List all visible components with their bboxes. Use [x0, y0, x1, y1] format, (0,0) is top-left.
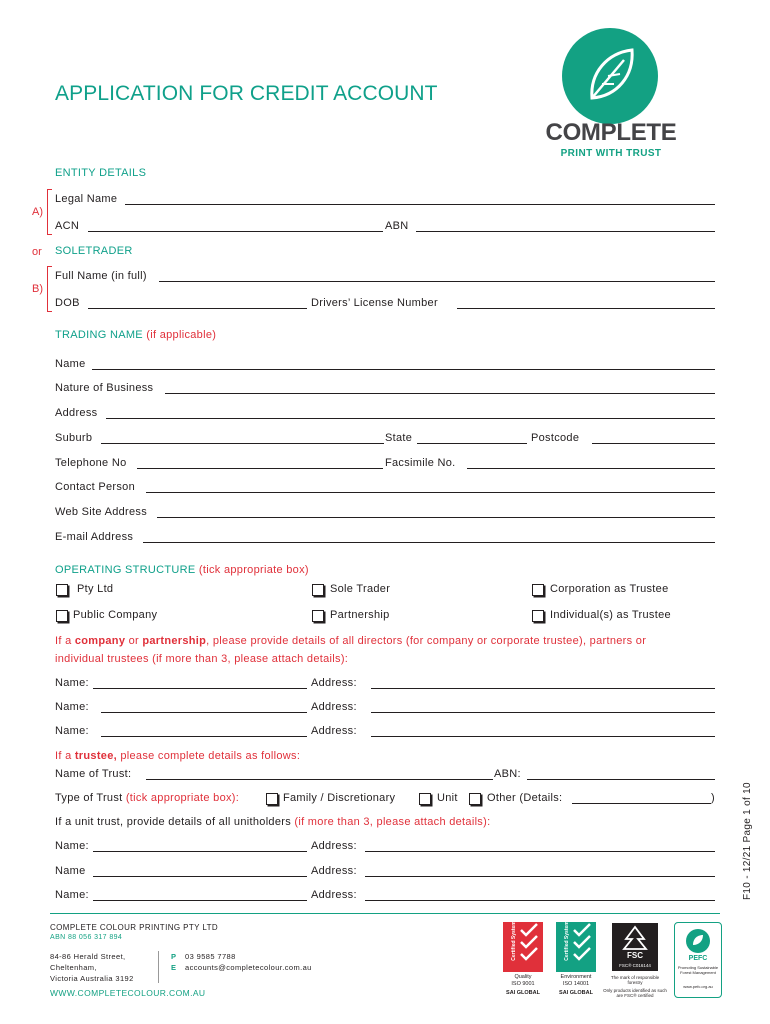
trust-abn-field[interactable]	[527, 779, 715, 780]
entity-heading: ENTITY DETAILS	[55, 167, 147, 179]
pefc-caption: Promoting Sustainable Forest Management	[677, 965, 719, 975]
corporation-trustee-label: Corporation as Trustee	[550, 583, 669, 595]
page-code-label: F10 - 12/21 Page 1 of 10	[742, 782, 753, 900]
nature-field[interactable]	[165, 393, 715, 394]
other-close-paren: )	[711, 792, 715, 804]
director-3-name-label: Name:	[55, 725, 89, 737]
brand-wordmark: COMPLETE	[545, 119, 677, 146]
footer-address-1: 84-86 Herald Street,	[50, 952, 126, 961]
quality-cert-caption: Quality ISO 9001	[511, 974, 535, 987]
address-label: Address	[55, 407, 98, 419]
public-company-checkbox[interactable]	[56, 610, 68, 622]
environment-saiglobal: SAI GLOBAL	[559, 990, 593, 996]
company-note-line2: individual trustees (if more than 3, please attach details):	[55, 653, 349, 665]
footer-address-2: Cheltenham,	[50, 963, 97, 972]
state-field[interactable]	[417, 443, 527, 444]
unitholders-note: If a unit trust, provide details of all unitholders (if more than 3, please attach details):	[55, 816, 491, 828]
dob-field[interactable]	[88, 308, 307, 309]
trustee-note: If a trustee, please complete details as follows:	[55, 750, 301, 762]
facsimile-field[interactable]	[467, 468, 715, 469]
unitholder-1-name-field[interactable]	[93, 851, 307, 852]
partnership-checkbox[interactable]	[312, 610, 324, 622]
unitholder-2-address-field[interactable]	[365, 876, 715, 877]
unitholder-3-name-label: Name:	[55, 889, 89, 901]
quality-cert-text: Certified System	[511, 921, 517, 961]
soletrader-heading: SOLETRADER	[55, 245, 133, 257]
director-3-name-field[interactable]	[101, 736, 307, 737]
marker-b: B)	[32, 283, 43, 295]
company-note-line1: If a company or partnership, please provide details of all directors (for company or corporate trustee), partners or	[55, 635, 647, 647]
telephone-label: Telephone No	[55, 457, 127, 469]
postcode-field[interactable]	[592, 443, 715, 444]
other-trust-label: Other (Details:	[487, 792, 563, 804]
unitholder-1-address-field[interactable]	[365, 851, 715, 852]
director-1-address-label: Address:	[311, 677, 357, 689]
email-field[interactable]	[143, 542, 715, 543]
state-label: State	[385, 432, 413, 444]
family-discretionary-checkbox[interactable]	[266, 793, 278, 805]
fsc-code: FSC® C016144	[619, 963, 651, 968]
footer-company: COMPLETE COLOUR PRINTING PTY LTD	[50, 923, 219, 932]
website-field[interactable]	[157, 517, 715, 518]
footer-separator	[158, 951, 159, 983]
unitholder-2-address-label: Address:	[311, 865, 357, 877]
fsc-caption: The mark of responsible forestry	[610, 975, 660, 986]
pefc-text: PEFC	[688, 955, 708, 962]
footer-phone-letter: P	[171, 952, 177, 961]
leaf-logo-icon	[562, 28, 658, 124]
trust-name-field[interactable]	[146, 779, 493, 780]
unitholder-3-address-label: Address:	[311, 889, 357, 901]
legal-name-field[interactable]	[125, 204, 715, 205]
trading-name-label: Name	[55, 358, 86, 370]
footer-abn: ABN 88 056 317 894	[50, 934, 123, 941]
director-3-address-field[interactable]	[371, 736, 715, 737]
quality-cert-icon	[503, 922, 543, 972]
director-2-name-label: Name:	[55, 701, 89, 713]
contact-label: Contact Person	[55, 481, 136, 493]
other-trust-checkbox[interactable]	[469, 793, 481, 805]
suburb-label: Suburb	[55, 432, 93, 444]
operating-heading: OPERATING STRUCTURE (tick appropriate box)	[55, 564, 309, 576]
other-details-field[interactable]	[572, 803, 711, 804]
partnership-label: Partnership	[330, 609, 390, 621]
environment-cert-text: Certified System	[564, 921, 570, 961]
contact-field[interactable]	[146, 492, 715, 493]
dob-label: DOB	[55, 297, 80, 309]
director-3-address-label: Address:	[311, 725, 357, 737]
trust-type-label: Type of Trust (tick appropriate box):	[55, 792, 240, 804]
abn-field[interactable]	[416, 231, 715, 232]
trading-name-field[interactable]	[92, 369, 715, 370]
facsimile-label: Facsimile No.	[385, 457, 456, 469]
pefc-logo-icon	[674, 922, 722, 998]
acn-label: ACN	[55, 220, 80, 232]
individual-trustee-checkbox[interactable]	[532, 610, 544, 622]
unit-trust-label: Unit	[437, 792, 458, 804]
license-field[interactable]	[457, 308, 715, 309]
unit-trust-checkbox[interactable]	[419, 793, 431, 805]
sole-trader-checkbox[interactable]	[312, 584, 324, 596]
public-company-label: Public Company	[73, 609, 158, 621]
environment-cert-icon	[556, 922, 596, 972]
director-2-address-field[interactable]	[371, 712, 715, 713]
unitholder-2-name-field[interactable]	[93, 876, 307, 877]
trust-name-label: Name of Trust:	[55, 768, 132, 780]
full-name-field[interactable]	[159, 281, 715, 282]
pefc-mark-icon	[686, 929, 710, 953]
address-field[interactable]	[106, 418, 715, 419]
trust-abn-label: ABN:	[494, 768, 521, 780]
quality-saiglobal: SAI GLOBAL	[506, 990, 540, 996]
fsc-logo-icon	[612, 923, 658, 971]
corporation-trustee-checkbox[interactable]	[532, 584, 544, 596]
environment-cert-caption: Environment ISO 14001	[560, 974, 592, 987]
director-2-name-field[interactable]	[101, 712, 307, 713]
director-1-name-field[interactable]	[93, 688, 307, 689]
website-label: Web Site Address	[55, 506, 148, 518]
bracket-a	[47, 189, 52, 235]
footer-phone: 03 9585 7788	[185, 952, 236, 961]
footer-address-3: Victoria Australia 3192	[50, 974, 134, 983]
unitholder-3-name-field[interactable]	[93, 900, 307, 901]
abn-label: ABN	[385, 220, 409, 232]
unitholder-1-name-label: Name:	[55, 840, 89, 852]
unitholder-2-name-label: Name	[55, 865, 86, 877]
nature-label: Nature of Business	[55, 382, 154, 394]
footer-email-letter: E	[171, 963, 177, 972]
unitholder-1-address-label: Address:	[311, 840, 357, 852]
trading-heading: TRADING NAME (if applicable)	[55, 329, 217, 341]
director-1-address-field[interactable]	[371, 688, 715, 689]
footer-divider	[50, 913, 720, 914]
marker-a: A)	[32, 206, 43, 218]
page-title: APPLICATION FOR CREDIT ACCOUNT	[55, 82, 438, 105]
or-label: or	[32, 246, 42, 258]
family-discretionary-label: Family / Discretionary	[283, 792, 396, 804]
email-label: E-mail Address	[55, 531, 134, 543]
pty-ltd-label: Pty Ltd	[77, 583, 114, 595]
legal-name-label: Legal Name	[55, 193, 118, 205]
director-2-address-label: Address:	[311, 701, 357, 713]
telephone-field[interactable]	[137, 468, 383, 469]
pty-ltd-checkbox[interactable]	[56, 584, 68, 596]
footer-email[interactable]: accounts@completecolour.com.au	[185, 963, 312, 972]
acn-field[interactable]	[88, 231, 383, 232]
postcode-label: Postcode	[531, 432, 580, 444]
unitholder-3-address-field[interactable]	[365, 900, 715, 901]
brand-tagline: PRINT WITH TRUST	[560, 148, 662, 159]
sole-trader-label: Sole Trader	[330, 583, 391, 595]
bracket-b	[47, 266, 52, 312]
fsc-subcaption: Only products identified as such are FSC® certified	[603, 988, 667, 999]
fsc-text: FSC	[627, 951, 643, 960]
pefc-url: www.pefc.org.au	[683, 984, 713, 989]
individual-trustee-label: Individual(s) as Trustee	[550, 609, 671, 621]
license-label: Drivers’ License Number	[311, 297, 438, 309]
footer-website[interactable]: WWW.COMPLETECOLOUR.COM.AU	[50, 988, 206, 998]
suburb-field[interactable]	[101, 443, 384, 444]
director-1-name-label: Name:	[55, 677, 89, 689]
full-name-label: Full Name (in full)	[55, 270, 147, 282]
